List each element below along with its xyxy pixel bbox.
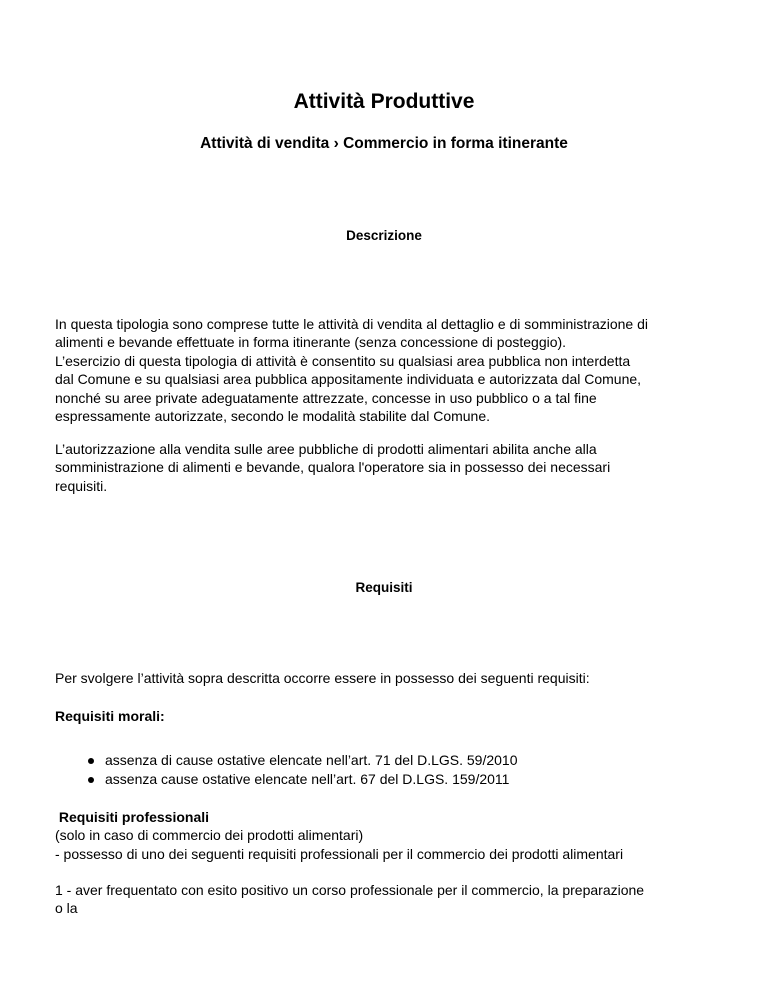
requisiti-intro: Per svolgere l’attività sopra descritta occorre essere in possesso dei seguenti requisiti: — [55, 670, 590, 686]
requisiti-morali-heading: Requisiti morali: — [55, 708, 165, 724]
text-line: alimenti e bevande effettuate in forma itinerante (senza concessione di posteggio). — [55, 334, 567, 351]
text-line: nonché su aree private adeguatamente attrezzate, concesse in uso pubblico o a tal fine — [55, 389, 597, 406]
text-line: o la — [55, 900, 78, 917]
text-line: L’autorizzazione alla vendita sulle aree pubbliche di prodotti alimentari abilita anche alla — [55, 441, 597, 457]
list-item-text: assenza cause ostative elencate nell’art. 67 del D.LGS. 159/2011 — [105, 770, 510, 787]
list-item — [88, 770, 708, 789]
requisiti-professionali-heading: Requisiti professionali — [55, 809, 210, 825]
text-line: In questa tipologia sono comprese tutte le attività di vendita al dettaglio e di somministrazione di — [55, 316, 649, 332]
requisiti-professionali-note: (solo in caso di commercio dei prodotti alimentari) — [55, 827, 364, 844]
requisiti-morali-list — [88, 751, 708, 788]
bullet-icon — [88, 758, 94, 764]
text-line: 1 - aver frequentato con esito positivo un corso professionale per il commercio, la preparazione — [55, 882, 645, 898]
page-subtitle: Attività di vendita › Commercio in forma itinerante — [200, 135, 568, 152]
list-item-text: assenza di cause ostative elencate nell’art. 71 del D.LGS. 59/2010 — [105, 752, 518, 768]
text-line: L’esercizio di questa tipologia di attività è consentito su qualsiasi area pubblica non interdetta — [55, 352, 631, 369]
descrizione-paragraph-2 — [55, 440, 713, 495]
requisiti-professionali-desc: - possesso di uno dei seguenti requisiti professionali per il commercio dei prodotti alimentari — [55, 845, 624, 862]
text-line: espressamente autorizzate, secondo le modalità stabilite dal Comune. — [55, 408, 491, 425]
text-line: requisiti. — [55, 477, 108, 494]
page-title: Attività Produttive — [293, 90, 475, 113]
text-line: somministrazione di alimenti e bevande, qualora l'operatore sia in possesso dei necessari — [55, 459, 611, 476]
section-heading-descrizione: Descrizione — [346, 228, 422, 243]
list-item — [88, 751, 708, 770]
bullet-icon — [88, 777, 94, 783]
requisiti-point-1 — [55, 881, 713, 918]
text-line: dal Comune e su qualsiasi area pubblica appositamente individuata e autorizzata dal Comune, — [55, 371, 642, 388]
requisiti-professionali-block — [55, 808, 713, 863]
section-heading-requisiti: Requisiti — [355, 580, 413, 595]
descrizione-paragraph-1 — [55, 315, 713, 425]
